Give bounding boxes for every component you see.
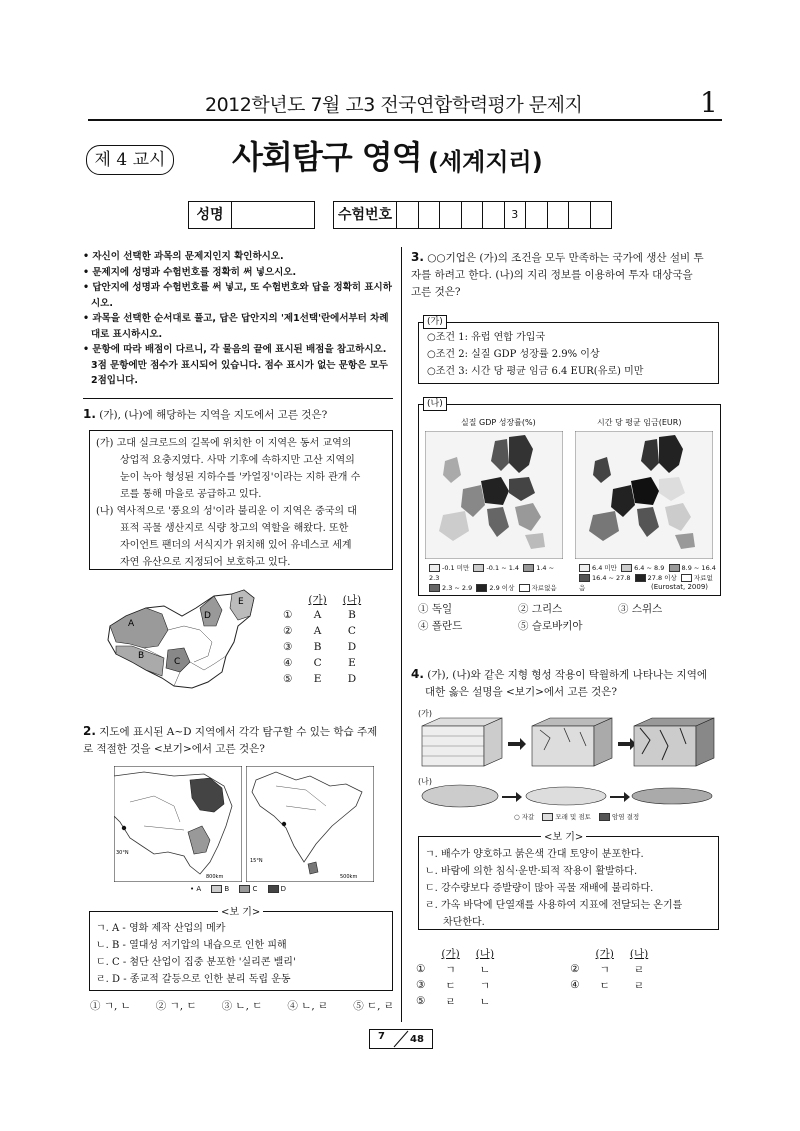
choice-1[interactable]: ① 독일 [418, 603, 453, 615]
instructions-list [83, 249, 393, 389]
choice-1[interactable]: ① ㄱ, ㄴ [90, 1000, 131, 1012]
answer-option[interactable]: ③ B D [283, 641, 357, 653]
name-label: 성명 [189, 202, 232, 228]
period-badge: 제 4 교시 [86, 145, 174, 175]
number-cell[interactable] [462, 202, 484, 228]
number-cell[interactable] [526, 202, 548, 228]
q2-bogi-box: <보 기> ㄱ. A - 영화 제작 산업의 메카 ㄴ. B - 열대성 저기압의 내습으로 인한 피해 ㄷ. C - 첨단 산업이 집중 분포한 '실리콘 밸리' ㄹ. D - 종교적 갈등으로 인한 분리 독립 운동 [89, 911, 393, 991]
choice-5[interactable]: ⑤ 슬로바키아 [518, 620, 583, 632]
europe-gdp-map [425, 431, 563, 559]
choice-3[interactable]: ③ ㄴ, ㄷ [221, 1000, 263, 1012]
instruction-item: • 문제지에 성명과 수험번호를 정확히 써 넣으시오. [83, 266, 297, 278]
playa-diagram [420, 782, 716, 808]
svg-text:500km: 500km [340, 874, 358, 880]
choice-4[interactable]: ④ ㄴ, ㄹ [287, 1000, 329, 1012]
q1-stem: 1. (가), (나)에 해당하는 지역을 지도에서 고른 것은? [83, 407, 328, 421]
answer-option[interactable]: ④ C E [283, 657, 356, 669]
q3-conditions-box: (가) ○조건 1: 유럽 연합 가입국 ○조건 2: 실질 GDP 성장률 2.9% 이상 ○조건 3: 시간 당 평균 임금 6.4 EUR(유로) 미만 [418, 322, 719, 384]
instruction-item: • 자신이 선택한 과목의 문제지인지 확인하시오. [83, 251, 284, 262]
exam-title: 2012학년도 7월 고3 전국연합학력평가 문제지 [205, 94, 583, 116]
number-cell[interactable] [440, 202, 462, 228]
answer-option[interactable]: ② A C [283, 625, 356, 637]
choice-2[interactable]: ② ㄱ, ㄷ [155, 1000, 197, 1012]
q3-choices [418, 601, 718, 635]
instructions-rule [83, 398, 393, 399]
svg-text:30°N: 30°N [116, 850, 129, 856]
map-label-d: D [204, 611, 211, 621]
map-label-c: C [174, 657, 181, 667]
choice-5[interactable]: ⑤ ㄷ, ㄹ [353, 1000, 394, 1012]
map2-title: 시간 당 평균 임금(EUR) [597, 418, 682, 427]
answer-option[interactable]: ① A B [283, 609, 356, 621]
source-note: (Eurostat, 2009) [651, 583, 709, 591]
number-cell[interactable] [483, 202, 505, 228]
north-america-map [114, 766, 242, 882]
choice-3[interactable]: ③ 스위스 [618, 603, 663, 615]
number-cell[interactable] [569, 202, 591, 228]
instruction-item: • 답안지에 성명과 수험번호를 써 넣고, 또 수험번호와 답을 정확히 표시하시오. [83, 282, 392, 309]
column-divider [401, 247, 402, 1022]
map-label-a: A [128, 619, 135, 629]
q4-figure-legend: ○ 자갈 모래 및 점토 암염 결정 [514, 813, 640, 821]
map1-legend: -0.1 미만 -0.1 ~ 1.4 1.4 ~ 2.3 2.3 ~ 2.9 2.9 이상 자료없음 [429, 564, 557, 592]
number-cell[interactable] [419, 202, 441, 228]
page-number: 1 [700, 86, 718, 119]
number-cell[interactable] [548, 202, 570, 228]
exam-number-label: 수험번호 [334, 202, 397, 228]
q2-map-legend: • A B C D [190, 885, 286, 893]
number-cell[interactable] [591, 202, 612, 228]
q2-stem: 2. 지도에 표시된 A~D 지역에서 각각 탐구할 수 있는 학습 주제 로 적절한 것을 <보기>에서 고른 것은? [83, 724, 378, 755]
q4-stem: 4. (가), (나)와 같은 지형 형성 작용이 탁월하게 나타나는 지역에 대한 옳은 설명을 <보기>에서 고른 것은? [411, 667, 707, 698]
q4-answer-table: (가) (나) (가) (나) ① ㄱ ㄴ ② ㄱ ㄹ ③ ㄷ ㄱ ④ ㄷ ㄹ ⑤ ㄹ ㄴ [408, 946, 656, 1009]
answer-option[interactable]: ⑤ ㄹ ㄴ [416, 995, 491, 1008]
china-map [104, 586, 264, 704]
q4-ga-label: (가) [418, 709, 432, 718]
q1-passage-box: (가) 고대 실크로드의 길목에 위치한 이 지역은 동서 교역의 상업적 요충지였다. 사막 기후에 속하지만 고산 지역의 눈이 녹아 형성된 지하수를 '카얼징'이라는 지하 관개 수 로를 통해 마을로 공급하고 있다. (나) 역사적으로 '풍요의 성'이라 불리운 이 지역은 중국의 대 표적 곡물 생산지로 식량 창고의 역할을 해왔다. 또한 자이언트 팬더의 서식지가 위치해 있어 유네스코 세계 자연 유산으로 지정되어 보호하고 있다. [89, 430, 393, 570]
name-input-area[interactable] [232, 202, 314, 228]
weathering-diagram [420, 716, 716, 770]
map-label-e: E [238, 597, 244, 607]
exam-number-field[interactable] [333, 201, 612, 229]
q4-na-label: (나) [418, 777, 432, 786]
q3-maps-box: (나) 실질 GDP 성장률(%) 시간 당 평균 임금(EUR) -0.1 미만 -0.1 ~ 1.4 1.4 ~ 2.3 2.3 ~ 2.9 2.9 이상 자료없음 6.4 미만 6.4 ~ 8.9 8.9 ~ 16.4 16.4 ~ 27.8 27.8 이상 자료없음 (Eurostat, 2009) [418, 404, 721, 596]
answer-option[interactable]: ⑤ E D [283, 673, 357, 685]
subject-subtitle: (세계지리) [428, 148, 543, 176]
q2-choices [90, 998, 394, 1013]
svg-text:800km: 800km [206, 874, 224, 880]
page-counter: 7 48 [369, 1029, 433, 1049]
name-field[interactable] [188, 201, 315, 229]
number-cell[interactable] [397, 202, 419, 228]
map-label-b: B [138, 651, 145, 661]
answer-option[interactable]: ③ ㄷ ㄱ ④ ㄷ ㄹ [416, 979, 645, 992]
answer-option[interactable]: ① ㄱ ㄴ ② ㄱ ㄹ [416, 963, 645, 976]
instruction-item: • 문항에 따라 배점이 다르니, 각 물음의 끝에 표시된 배점을 참고하시오. 3점 문항에만 점수가 표시되어 있습니다. 점수 표시가 없는 문항은 모두 2점입니다. [83, 344, 388, 386]
header-rule [88, 119, 722, 121]
instruction-item: • 과목을 선택한 순서대로 풀고, 답은 답안지의 '제1선택'란에서부터 차례대로 표시하시오. [83, 313, 389, 340]
number-cell-fixed: 3 [505, 202, 527, 228]
q3-stem: 3. ○○기업은 (가)의 조건을 모두 만족하는 국가에 생산 설비 투 자를 하려고 한다. (나)의 지리 정보를 이용하여 투자 대상국을 고른 것은? [411, 250, 704, 298]
q1-answer-table: (가) (나) ① A B ② A C ③ B D ④ C E ⑤ E D [275, 592, 369, 687]
subject-title: 사회탐구 영역 [232, 138, 422, 176]
choice-4[interactable]: ④ 폴란드 [418, 620, 463, 632]
map1-title: 실질 GDP 성장률(%) [461, 418, 536, 427]
south-asia-map [246, 766, 374, 882]
svg-text:15°N: 15°N [250, 858, 263, 864]
europe-wage-map [575, 431, 713, 559]
choice-2[interactable]: ② 그리스 [518, 603, 563, 615]
q4-bogi-box: <보 기> ㄱ. 배수가 양호하고 붉은색 간대 토양이 분포한다. ㄴ. 바람에 의한 침식·운반·퇴적 작용이 활발하다. ㄷ. 강수량보다 증발량이 많아 곡물 재배에 불리하다. ㄹ. 가옥 바닥에 단열재를 사용하여 지표에 전달되는 온기를 차단한다. [418, 836, 719, 930]
map2-legend: 6.4 미만 6.4 ~ 8.9 8.9 ~ 16.4 16.4 ~ 27.8 27.8 이상 자료없음 [579, 564, 716, 592]
